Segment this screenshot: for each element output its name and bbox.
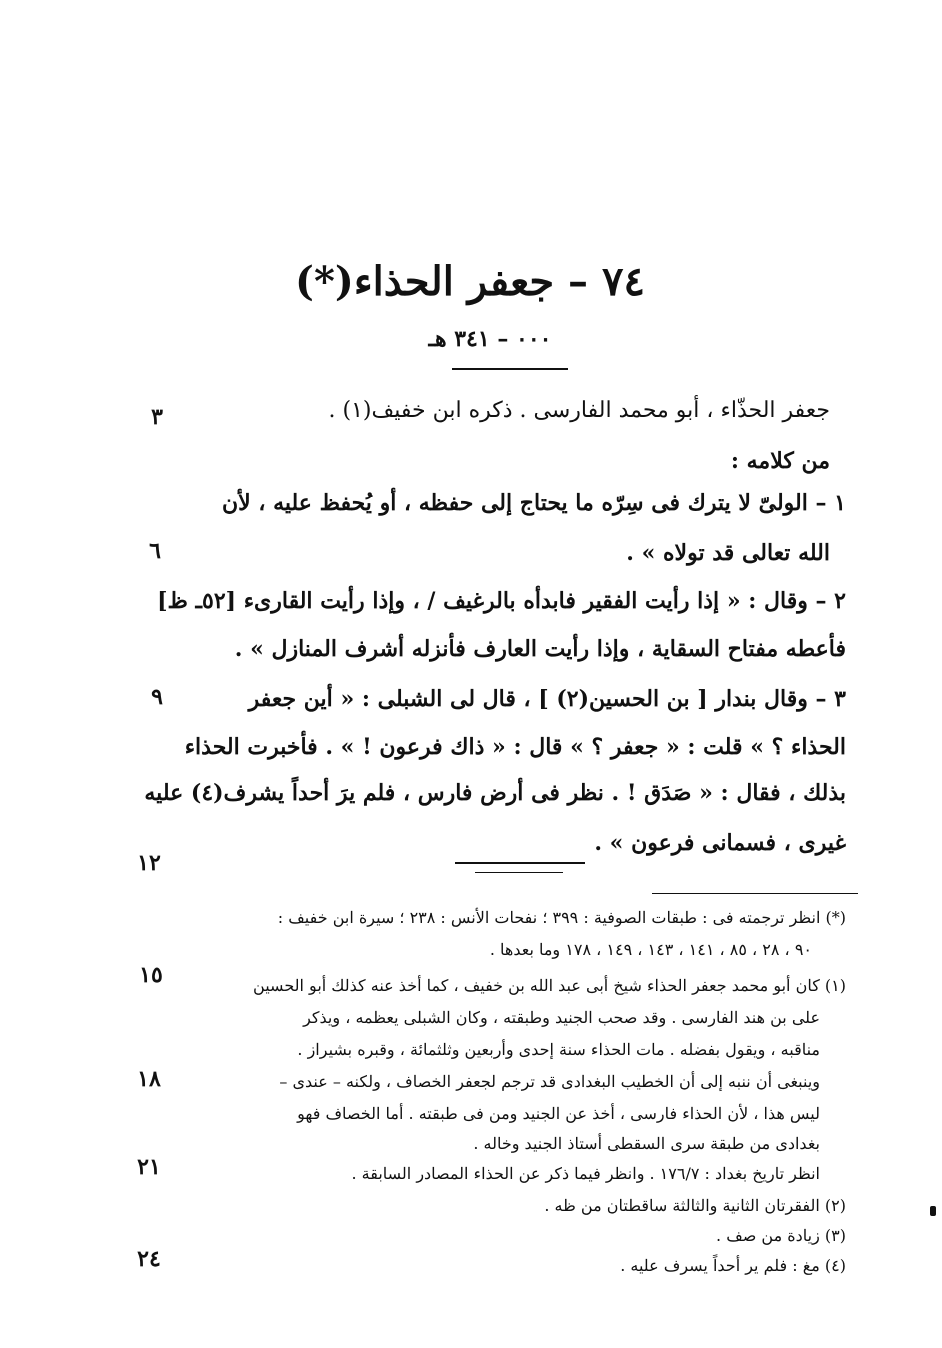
line-number: ٣ (151, 404, 163, 430)
footnote-line: (٣) زيادة من صف . (716, 1226, 846, 1245)
body-line: الحذاء ؟ » قلت : « جعفر ؟ » قال : « ذاك فرعون ! » . فأخبرت الحذاء (184, 734, 846, 760)
footnote-line: على بن هند الفارسى . وقد صحب الجنيد وطبقته ، وكان الشبلى يعظمه ، ويذكر (303, 1008, 820, 1027)
footnote-line: وينبغى أن ننبه إلى أن الخطيب البغدادى قد ترجم لجعفر الخصاف ، ولكنه – عندى – (279, 1072, 820, 1091)
footnote-line: (٤) مغ : فلم ير أحداً يسرف عليه . (620, 1256, 846, 1275)
entry-title: ٧٤ – جعفر الحذاء(*) (295, 258, 645, 305)
line-number: ٢٤ (137, 1246, 161, 1272)
scan-speck (930, 1206, 936, 1216)
footnote-line: ٩٠ ، ٢٨ ، ٨٥ ، ١٤١ ، ١٤٣ ، ١٤٩ ، ١٧٨ وما بعدها . (489, 940, 812, 959)
footnote-line: مناقبه ، ويقول بفضله . مات الحذاء سنة إحدى وأربعين وثلثمائة ، وقبره بشيراز . (297, 1040, 820, 1059)
body-line: الله تعالى قد تولاه » . (626, 540, 830, 566)
section-end-rule (455, 862, 585, 864)
footnote-line: (٢) الفقرتان الثانية والثالثة ساقطتان من ظه . (544, 1196, 846, 1215)
body-line: جعفر الحذّاء ، أبو محمد الفارسى . ذكره ابن خفيف(١) . (328, 398, 830, 423)
footnote-line: (١) كان أبو محمد جعفر الحذاء شيخ أبى عبد الله بن خفيف ، كما أخذ عنه كذلك أبو الحسين (253, 976, 846, 995)
body-line: ١ – الولىّ لا يترك فى سِرّه ما يحتاج إلى حفظه ، أو يُحفظ عليه ، لأن (221, 490, 846, 516)
body-line: ٢ – وقال : « إذا رأيت الفقير فابدأه بالرغيف / ، وإذا رأيت القارىء [٥٢ـ ظ] (157, 588, 846, 614)
footnote-line: ليس هذا ، لأن الحذاء فارسى ، أخذ عن الجنيد ومن فى طبقته . أما الخصاف فهو (297, 1104, 820, 1123)
entry-dates: ٠٠٠ – ٣٤١ هـ (428, 326, 552, 352)
line-number: ١٥ (139, 962, 163, 988)
title-underline (452, 368, 568, 370)
body-line: بذلك ، فقال : « صَدَق ! . نظر فى أرض فارس ، فلم يرَ أحداً يشرف(٤) عليه (144, 780, 846, 806)
line-number: ١٨ (137, 1066, 161, 1092)
footnote-separator (652, 893, 858, 894)
body-line: فأعطه مفتاح السقاية ، وإذا رأيت العارف فأنزله أشرف المنازل » . (234, 636, 846, 662)
footnote-line: بغدادى من طبقة سرى السقطى أستاذ الجنيد وخاله . (473, 1134, 820, 1153)
line-number: ٦ (149, 538, 161, 564)
footnote-line: (*) انظر ترجمته فى : طبقات الصوفية : ٣٩٩ ؛ نفحات الأنس : ٢٣٨ ؛ سيرة ابن خفيف : (277, 908, 846, 927)
line-number: ٩ (151, 684, 163, 710)
body-line: ٣ – وقال بندار [ بن الحسين(٢) ] ، قال لى الشبلى : « أين جعفر (248, 686, 846, 712)
line-number: ١٢ (137, 850, 161, 876)
footnote-line: انظر تاريخ بغداد : ١٧٦/٧ . وانظر فيما ذكر عن الحذاء المصادر السابقة . (351, 1164, 820, 1183)
line-number: ٢١ (137, 1154, 161, 1180)
body-line: غيرى ، فسمانى فرعون » . (594, 830, 846, 856)
section-end-rule (475, 872, 563, 873)
body-line: من كلامه : (730, 448, 830, 474)
